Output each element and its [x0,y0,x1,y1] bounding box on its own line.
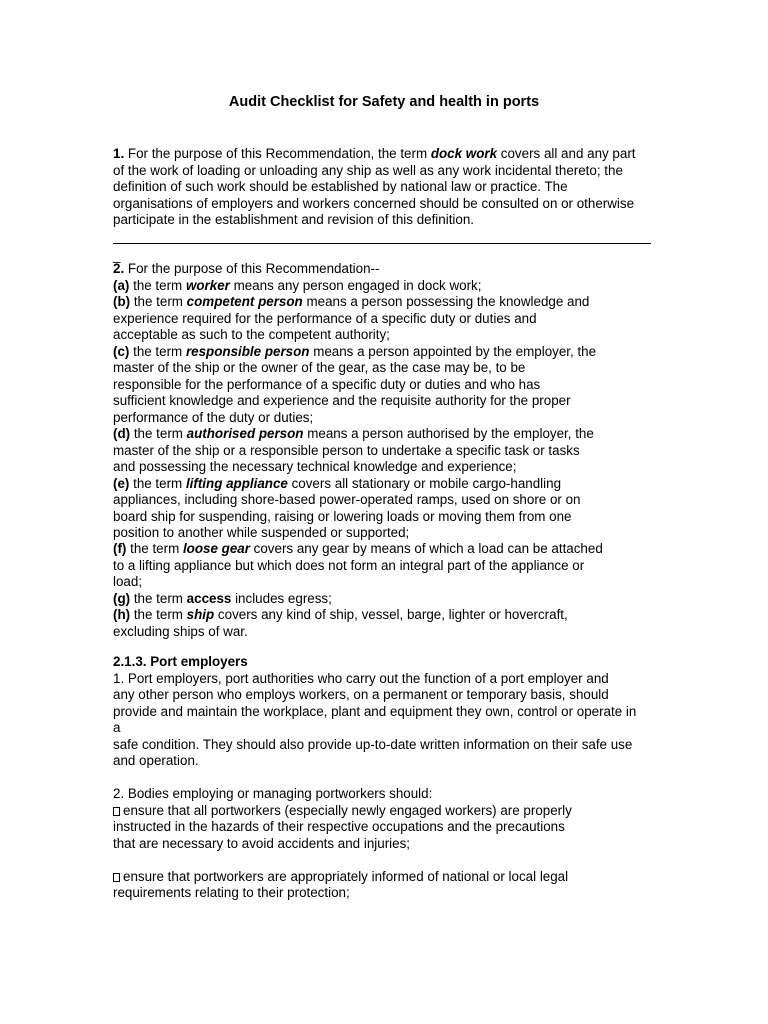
def-b-line-2: experience required for the performance of a specific duty or duties and [113,310,537,326]
def-text: the term [126,541,183,556]
def-label: (h) [113,607,131,622]
def-text: the term [129,343,186,359]
bullet-1-line-3: that are necessary to avoid accidents and injuries; [113,835,410,851]
section-heading: 2.1.3. Port employers [113,654,248,669]
p1-line-5: safe condition. They should also provide up-to-date written information on their safe use [113,736,633,752]
separator-tail: _ [113,248,121,263]
def-f-line-2: to a lifting appliance but which does not form an integral part of the appliance or [113,557,585,573]
def-d-line-2: master of the ship or a responsible person to undertake a specific task or tasks [113,442,580,458]
def-term: responsible person [185,343,310,359]
def-term: ship [186,607,215,622]
s1-line-3: definition of such work should be established by national law or practice. The [113,179,568,194]
p1-line-3: provide and maintain the workplace, plant and equipment they own, control or operate in [113,703,637,719]
bullet-box-icon [113,807,120,816]
def-c [113,344,673,361]
def-g [113,591,673,608]
def-text: includes egress; [231,590,332,606]
s2-intro-text: For the purpose of this Recommendation-- [124,261,380,276]
def-e-line-3: board ship for suspending, raising or lowering loads or moving them from one [113,508,572,524]
s1-text: For the purpose of this Recommendation, the term [124,146,431,161]
def-text: covers all stationary or mobile cargo-handling [287,475,562,491]
def-text: the term [130,294,187,309]
bullet-text: ensure that portworkers are appropriately informed of national or local legal [123,868,569,884]
bullet-1-line-2: instructed in the hazards of their respective occupations and the precautions [113,819,565,834]
def-label: (b) [113,294,131,309]
s1-line-4: organisations of employers and workers concerned should be consulted on or otherwise [113,195,635,211]
bullet-box-icon [113,873,120,882]
def-c-line-4: sufficient knowledge and experience and the requisite authority for the proper [113,393,571,408]
def-text: the term [129,277,186,293]
s1-term: dock work [430,146,498,161]
def-label: (a) [113,277,130,293]
def-e [113,476,673,493]
def-text: means a person appointed by the employer, the [309,343,597,359]
s1-line-1 [113,146,673,163]
def-e-line-2: appliances, including shore-based power-operated ramps, used on shore or on [113,492,581,507]
def-text: covers any kind of ship, vessel, barge, lighter or hovercraft, [214,607,568,622]
def-label: (e) [113,475,130,491]
def-label: (g) [113,590,131,606]
def-h-line-2: excluding ships of war. [113,623,248,639]
def-text: means a person authorised by the employer, the [303,426,594,441]
def-c-line-3: responsible for the performance of a specific duty or duties and who has [113,376,541,392]
s1-text: covers all and any part [497,146,636,161]
def-label: (d) [113,426,131,441]
s2-number: 2. [113,261,125,276]
def-d-line-3: and possessing the necessary technical knowledge and experience; [113,459,517,474]
s1-line-5: participate in the establishment and revision of this definition. [113,212,475,227]
p1-line-6: and operation. [113,753,199,768]
def-text: covers any gear by means of which a load can be attached [249,541,603,556]
bullet-2 [113,869,673,886]
def-term: access [186,590,232,606]
def-text: the term [130,607,187,622]
p1-line-2: any other person who employs workers, on a permanent or temporary basis, should [113,687,609,702]
def-text: the term [130,426,187,441]
s1-line-2: of the work of loading or unloading any ship as well as any work incidental thereto; the [113,162,623,178]
def-term: lifting appliance [185,475,288,491]
document-title: Audit Checklist for Safety and health in ports [228,94,540,110]
def-b-line-3: acceptable as such to the competent authority; [113,327,390,342]
s1-number: 1. [113,146,125,161]
def-term: worker [185,277,230,293]
def-b [113,294,673,311]
p1-line-1: 1. Port employers, port authorities who carry out the function of a port employer and [113,670,609,686]
p1-line-4: a [113,720,121,735]
def-d [113,426,673,443]
bullet-1 [113,803,673,820]
def-label: (c) [113,343,130,359]
separator-line [113,243,651,244]
def-term: authorised person [186,426,304,441]
def-c-line-2: master of the ship or the owner of the gear, as the case may be, to be [113,360,526,375]
p2-line: 2. Bodies employing or managing portworkers should: [113,786,433,801]
def-text: the term [130,590,187,606]
def-f [113,541,673,558]
def-text: the term [129,475,186,491]
def-h [113,607,673,624]
bullet-2-line-2: requirements relating to their protection; [113,885,350,900]
def-term: competent person [186,294,303,309]
def-f-line-3: load; [113,574,143,589]
def-a [113,278,673,295]
bullet-text: ensure that all portworkers (especially newly engaged workers) are properly [123,802,572,818]
def-e-line-4: position to another while suspended or supported; [113,525,410,540]
def-text: means any person engaged in dock work; [229,277,482,293]
s2-intro [113,261,673,278]
def-label: (f) [113,541,127,556]
def-term: loose gear [182,541,250,556]
def-text: means a person possessing the knowledge and [302,294,590,309]
def-c-line-5: performance of the duty or duties; [113,409,314,425]
